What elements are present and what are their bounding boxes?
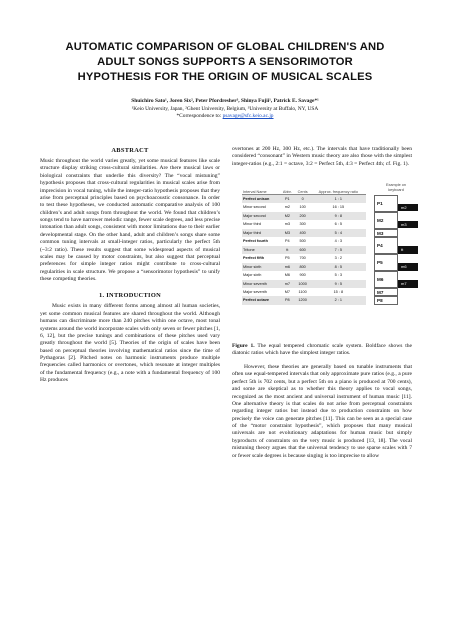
- abbr-cell: M6: [284, 273, 290, 278]
- black-key: m6: [398, 263, 418, 271]
- interval-name-cell: Minor third: [243, 222, 261, 227]
- interval-name-cell: Perfect octave: [242, 296, 280, 304]
- abbr-cell: m3: [284, 222, 290, 227]
- cents-cell: 800: [295, 263, 311, 271]
- header-cents: Cents: [295, 183, 311, 195]
- interval-name-cell: Major second: [242, 212, 280, 220]
- ratio-cell: 3 : 2: [334, 256, 342, 261]
- abbr-cell: M2: [280, 212, 295, 220]
- black-key: m2: [398, 204, 418, 212]
- header-interval-name: Interval Name: [242, 183, 280, 195]
- abbr-cell: tt: [280, 246, 295, 254]
- cents-cell: 200: [295, 212, 311, 220]
- correspondence-email-link[interactable]: psavage@sfc.keio.ac.jp: [222, 113, 274, 120]
- interval-row: [242, 212, 366, 220]
- title-line: HYPOTHESIS FOR THE ORIGIN OF MUSICAL SCALES: [77, 71, 373, 83]
- cents-cell: 500: [299, 239, 306, 244]
- interval-row: [242, 195, 366, 204]
- white-key: P1: [374, 195, 398, 212]
- author-names: Shuichiro Sato¹, Joren Six², Peter Pfordresher³, Shinya Fujii¹, Patrick E. Savage*¹: [131, 98, 319, 104]
- cents-cell: 300: [299, 222, 306, 227]
- abbr-cell: m6: [280, 263, 295, 271]
- black-key: m7: [398, 280, 418, 288]
- ratio-cell: 5 : 4: [311, 229, 366, 237]
- interval-row: [242, 296, 366, 304]
- interval-row: [242, 229, 366, 237]
- ratio-cell: 5 : 3: [334, 273, 342, 278]
- cents-cell: 0: [295, 195, 311, 204]
- white-key: P5: [374, 254, 398, 271]
- ratio-cell: 8 : 5: [311, 263, 366, 271]
- interval-row: [242, 237, 366, 245]
- white-key: P8: [374, 296, 398, 304]
- interval-row: [242, 263, 366, 271]
- right-column-paragraph: overtones at 200 Hz, 300 Hz, etc.). The intervals that have traditionally been considered “consonant” in Western music theory are also those with the simplest integer-ratios (e.g., 2:1 = octave, 3:2 = Perfect 5th, 4:3 = Perfect 4th; cf. Fig. 1).: [232, 146, 412, 167]
- header-abbr: Abbr.: [280, 183, 295, 195]
- ratio-cell: 6 : 5: [334, 222, 342, 227]
- interval-table-body: [242, 195, 366, 305]
- keyboard-header-line: Example on: [385, 183, 407, 187]
- cents-cell: 100: [299, 205, 306, 210]
- interval-name-cell: Minor seventh: [242, 280, 280, 288]
- interval-name-cell: Major seventh: [243, 289, 267, 294]
- interval-table: [242, 183, 366, 305]
- abbr-cell: M3: [280, 229, 295, 237]
- right-column-body-text: However, these theories are generally based on tunable instruments that often use equal-tempered intervals that only approximate pure ratios (e.g., a pure perfect 5th is 702 cents, but a perfect 5th on a piano is produced at 700 cents), and some are skeptical as to whether this theory applies to vocal songs, recognized as the most ancient and universal instrument of human music [11]. One alternative theory is that scales do not arise from perceptual constraints regarding integer ratios but instead due to production constraints on how precisely the voice can generate pitches [11]. This can be seen as a special case of the “motor constraint hypothesis”, which proposes that many musical universals are not evolutionary adaptations for human music but simply byproducts of constraints on the very music is produced [13, 18]. The vocal mistuning theory argues that the universal tendency to use sparse scales with 7 or fewer scale degrees is because singing is too imprecise to allow: [232, 364, 412, 459]
- keyboard-header: [372, 183, 420, 192]
- abstract-text: Music throughout the world varies greatly, yet some musical features like scale structure display striking cross-cultural similarities. Are there musical laws or biological constraints that underlie this diversity? The “vocal mistuning” hypothesis proposes that cross-cultural regularities in musical scales arise from imprecision in vocal tuning, while the integer-ratio hypothesis proposes that they arise from perceptual principles based on psychoacoustic consonance. In order to test these hypotheses, we conducted automatic comparative analysis of 100 children’s and adult songs from throughout the world. We found that children’s songs tend to have narrower melodic range, fewer scale degrees, and less precise intonation than adult songs, consistent with motor limitations due to their earlier developmental stage. On the other hand, adult and children’s songs share some common tuning intervals at small-integer ratios, particularly the perfect 5th (~3:2 ratio). These results suggest that some widespread aspects of musical scales may be caused by motor constraints, but also suggest that perceptual preferences for simple integer ratios might contribute to cross-cultural regularities in scale structure. We propose a “sensorimotor hypothesis” to unify these competing theories.: [40, 158, 220, 282]
- cents-cell: 1100: [298, 289, 307, 294]
- interval-row: [242, 220, 366, 228]
- white-key: P4: [374, 237, 398, 254]
- introduction-heading: 1. INTRODUCTION: [98, 292, 162, 300]
- affiliations: ¹Keio University, Japan, ²Ghent University, Belgium, ³University at Buffalo, NY, USA: [131, 105, 319, 112]
- black-key: m3: [398, 221, 418, 229]
- abbr-cell: P4: [285, 239, 290, 244]
- interval-name-cell: Perfect unison: [242, 195, 280, 204]
- interval-name-cell: Tritone: [242, 246, 280, 254]
- keyboard-diagram: [372, 183, 420, 334]
- ratio-cell: 9 : 5: [311, 280, 366, 288]
- left-column: [40, 146, 220, 385]
- cents-cell: 900: [299, 273, 306, 278]
- white-key: M2: [374, 212, 398, 229]
- cents-cell: 400: [295, 229, 311, 237]
- ratio-cell: 15 : 8: [333, 289, 344, 294]
- caption-label: Figure 1.: [232, 343, 255, 349]
- ratio-cell: 1 : 1: [311, 195, 366, 204]
- cents-cell: 700: [299, 256, 306, 261]
- right-column-top: [232, 146, 412, 168]
- abstract-heading: ABSTRACT: [111, 147, 149, 154]
- interval-name-cell: Perfect fourth: [243, 239, 268, 244]
- interval-name-cell: Perfect fifth: [243, 256, 265, 261]
- cents-cell: 1000: [295, 280, 311, 288]
- interval-row: [242, 203, 366, 211]
- correspondence: [20, 113, 430, 121]
- interval-row: [242, 271, 366, 279]
- cents-cell: 600: [295, 246, 311, 254]
- author-block: [20, 98, 430, 121]
- title-line: AUTOMATIC COMPARISON OF GLOBAL CHILDREN'S AND: [65, 41, 385, 53]
- figure-1: [242, 183, 420, 334]
- abbr-cell: m2: [284, 205, 290, 210]
- ratio-cell: 4 : 3: [334, 239, 342, 244]
- abbr-cell: P5: [285, 256, 290, 261]
- abbr-cell: P1: [280, 195, 295, 204]
- paper-title: [40, 40, 410, 85]
- interval-row: [242, 288, 366, 296]
- keyboard-header-line: keyboard: [388, 187, 404, 192]
- right-column-bottom: [232, 364, 412, 460]
- white-key: M6: [374, 271, 398, 288]
- title-line: ADULT SONGS SUPPORTS A SENSORIMOTOR: [97, 56, 353, 68]
- interval-table-header-row: [242, 183, 366, 195]
- interval-name-cell: Minor second: [243, 205, 266, 210]
- white-key: M3: [374, 229, 398, 237]
- correspondence-prefix: *Correspondence to:: [176, 113, 223, 120]
- figure-caption: [232, 343, 412, 358]
- cents-cell: 1200: [295, 296, 311, 304]
- abbr-cell: P8: [280, 296, 295, 304]
- white-key: M7: [374, 288, 398, 296]
- interval-name-cell: Major sixth: [243, 273, 262, 278]
- abbr-cell: m7: [280, 280, 295, 288]
- ratio-cell: 9 : 8: [311, 212, 366, 220]
- header-ratio: Approx. frequency ratio: [311, 183, 366, 195]
- caption-text: The equal tempered chromatic scale system. Boldface shows the diatonic ratios which have the simplest integer ratios.: [232, 343, 412, 357]
- introduction-text: Music exists in many different forms among almost all human societies, yet some common musical features are shared throughout the world. Although humans can discriminate more than 240 pitches within one octave, most tonal systems around the world incorporate scales with only seven or fewer pitches [1, 6, 12], but the precise tunings and combinations of these pitches used vary greatly throughout the world [5]. Theories of the origin of scales have been based on perceptual theories involving mathematical ratios since the time of Pythagoras [2]. Pitched notes on harmonic instruments produce multiple frequencies called harmonics or overtones, which resonate at integer multiples of the fundamental frequency (e.g., a note with a fundamental frequency of 100 Hz produces: [40, 303, 220, 384]
- ratio-cell: 7 : 5: [311, 246, 366, 254]
- interval-name-cell: Major third: [242, 229, 280, 237]
- interval-name-cell: Minor sixth: [242, 263, 280, 271]
- ratio-cell: 16 : 15: [332, 205, 345, 210]
- black-key: tt: [398, 246, 418, 254]
- ratio-cell: 2 : 1: [311, 296, 366, 304]
- interval-row: [242, 254, 366, 262]
- abbr-cell: M7: [284, 289, 290, 294]
- interval-row: [242, 246, 366, 254]
- interval-row: [242, 280, 366, 288]
